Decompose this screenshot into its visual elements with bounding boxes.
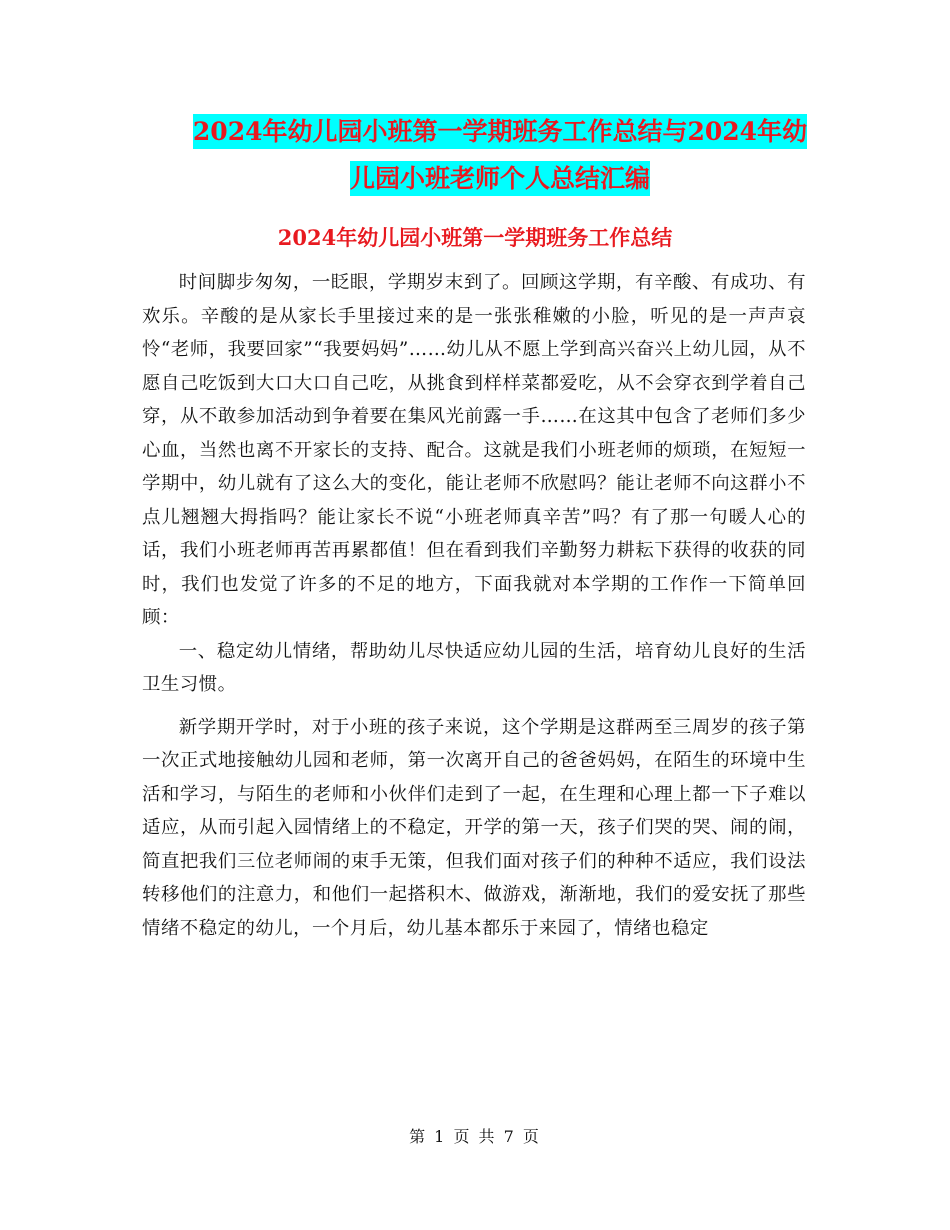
main-title-line-2: 儿园小班老师个人总结汇编 <box>350 161 650 196</box>
section-title: 2024年幼儿园小班第一学期班务工作总结 <box>277 225 673 250</box>
paragraph-new-semester: 新学期开学时，对于小班的孩子来说，这个学期是这群两至三周岁的孩子第一次正式地接触幼儿园和老师，第一次离开自己的爸爸妈妈，在陌生的环境中生活和学习，与陌生的老师和小伙伴们走到了一起，在生理和心理上都一下子难以适应，从而引起入园情绪上的不稳定，开学的第一天，孩子们哭的哭、闹的闹，简直把我们三位老师闹的束手无策，但我们面对孩子们的种种不适应，我们设法转移他们的注意力，和他们一起搭积木、做游戏，渐渐地，我们的爱安抚了那些情绪不稳定的幼儿，一个月后，幼儿基本都乐于来园了，情绪也稳定 <box>142 716 806 939</box>
main-title-line-1: 2024年幼儿园小班第一学期班务工作总结与2024年幼 <box>193 114 807 149</box>
body-text <box>142 266 806 945</box>
main-title <box>120 108 880 202</box>
paragraph-heading-one: 一、稳定幼儿情绪，帮助幼儿尽快适应幼儿园的生活，培育幼儿良好的生活卫生习惯。 <box>142 640 806 695</box>
paragraph-intro: 时间脚步匆匆，一眨眼，学期岁末到了。回顾这学期，有辛酸、有成功、有欢乐。辛酸的是从家长手里接过来的是一张张稚嫩的小脸，听见的是一声声哀怜“老师，我要回家”“我要妈妈”……幼儿从不愿上学到高兴奋兴上幼儿园，从不愿自己吃饭到大口大口自己吃，从挑食到样样菜都爱吃，从不会穿衣到学着自己穿，从不敢参加活动到争着要在集风光前露一手……在这其中包含了老师们多少心血，当然也离不开家长的支持、配合。这就是我们小班老师的烦琐，在短短一学期中，幼儿就有了这么大的变化，能让老师不欣慰吗？能让老师不向这群小不点儿翘翘大拇指吗？能让家长不说“小班老师真辛苦”吗？有了那一句暖人心的话，我们小班老师再苦再累都值！但在看到我们辛勤努力耕耘下获得的收获的同时，我们也发觉了许多的不足的地方，下面我就对本学期的工作作一下简单回顾： <box>142 272 806 628</box>
page-footer: 第 1 页 共 7 页 <box>409 1127 541 1146</box>
